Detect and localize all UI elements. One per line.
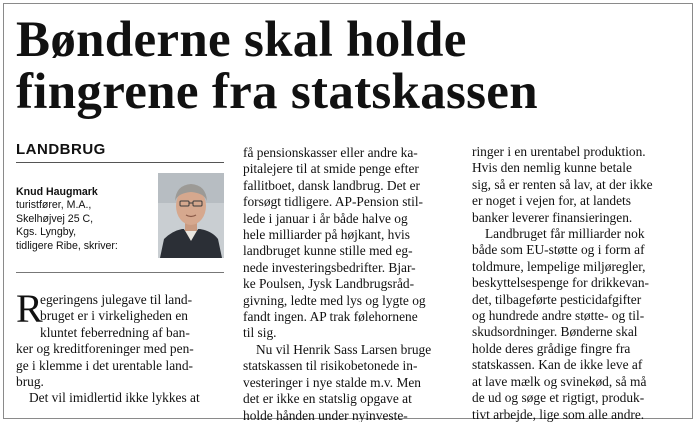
article-column-3 <box>472 144 686 422</box>
author-name: Knud Haugmark <box>16 186 98 198</box>
text-line: ke Poulsen, Jysk Landbrugsråd- <box>243 276 415 292</box>
text-line: kluntet feberredning af ban- <box>40 324 190 340</box>
text-line: de ud og søge et rigtigt, produk- <box>472 390 645 406</box>
text-line: ge i klemme i det urentable land- <box>16 357 193 373</box>
text-line: statskassen. Kan de ikke leve af <box>472 357 643 373</box>
text-line: at lave mælk og svinekød, så må <box>472 373 647 389</box>
text-line: holde deres grådige fingre fra <box>472 340 631 356</box>
text-line: skudsordninger. Bønderne skal <box>472 324 638 340</box>
text-line: Hvis den nemlig kunne betale <box>472 160 632 176</box>
author-byline <box>16 186 161 253</box>
text-line: egeringens julegave til land- <box>40 292 193 307</box>
text-line: banker leverer finansieringen. <box>472 209 633 225</box>
dropcap-letter: R <box>16 286 43 331</box>
text-line: lede i januar i år både halve og <box>243 210 408 226</box>
text-line: tivt arbejde, lige som alle andre. <box>472 406 645 422</box>
byline-divider <box>16 272 224 273</box>
section-label: LANDBRUG <box>16 141 106 158</box>
text-line: ker og kreditforeninger med pen- <box>16 341 194 357</box>
text-line: er noget i vejen for, at landets <box>472 193 631 209</box>
author-line: turistfører, M.A., <box>16 199 92 212</box>
text-line: det er ikke en statslig opgave at <box>243 391 412 407</box>
author-photo <box>158 173 224 258</box>
text-line: forsøgt tidligere. AP-Pension stil- <box>243 194 424 210</box>
text-line: givning, ledte med lys og lygte og <box>243 292 426 308</box>
text-line: fallitboet, dansk landbrug. Det er <box>243 177 421 193</box>
text-line: Nu vil Henrik Sass Larsen bruge <box>256 341 432 357</box>
text-line: holde hånden under nyinveste- <box>243 407 408 422</box>
article-column-1 <box>16 286 226 407</box>
text-line: nede investeringsbedrifter. Bjar- <box>243 259 416 275</box>
dropcap-paragraph <box>16 286 226 341</box>
text-line: beskyttelsespenge for drikkevan- <box>472 275 649 291</box>
text-line: pitalejere til at smide penge efter <box>243 161 419 177</box>
article-column-2 <box>243 145 457 422</box>
headline <box>16 14 686 118</box>
author-line: Skelhøjvej 25 C, <box>16 212 94 225</box>
text-line: ringer i en urentabel produktion. <box>472 144 646 159</box>
text-line: til sig. <box>243 325 277 341</box>
text-line: fandt ingen. AP trak følehornene <box>243 309 418 325</box>
text-line: få pensionskasser eller andre ka- <box>243 145 418 160</box>
text-line: Landbruget får milliarder nok <box>485 226 645 242</box>
text-line: både som EU-støtte og i form af <box>472 242 645 258</box>
text-line: toldmure, lempelige miljøregler, <box>472 258 646 274</box>
text-line: brug. <box>16 374 44 390</box>
text-line: statskassen til risikobetonede in- <box>243 358 418 374</box>
headline-line-1: Bønderne skal holde <box>16 12 467 68</box>
text-line: sig, så er renten så lav, at der ikke <box>472 176 653 192</box>
text-line: vesteringer i nye stalde m.v. Men <box>243 374 421 390</box>
text-line: det, tilbageførte pesticidafgifter <box>472 291 642 307</box>
text-line: og hundrede andre støtte- og til- <box>472 308 645 324</box>
author-portrait-image <box>158 173 224 258</box>
text-line: hele milliarder på højkant, hvis <box>243 227 410 243</box>
author-line: Kgs. Lyngby, <box>16 226 77 239</box>
text-line: bruget er i virkeligheden en <box>40 308 188 324</box>
section-rule <box>16 162 224 163</box>
headline-line-2: fingrene fra statskassen <box>16 64 538 120</box>
text-line: Det vil imidlertid ikke lykkes at <box>29 390 200 406</box>
text-line: landbruget kunne stille med eg- <box>243 243 413 259</box>
author-line: tidligere Ribe, skriver: <box>16 239 118 252</box>
